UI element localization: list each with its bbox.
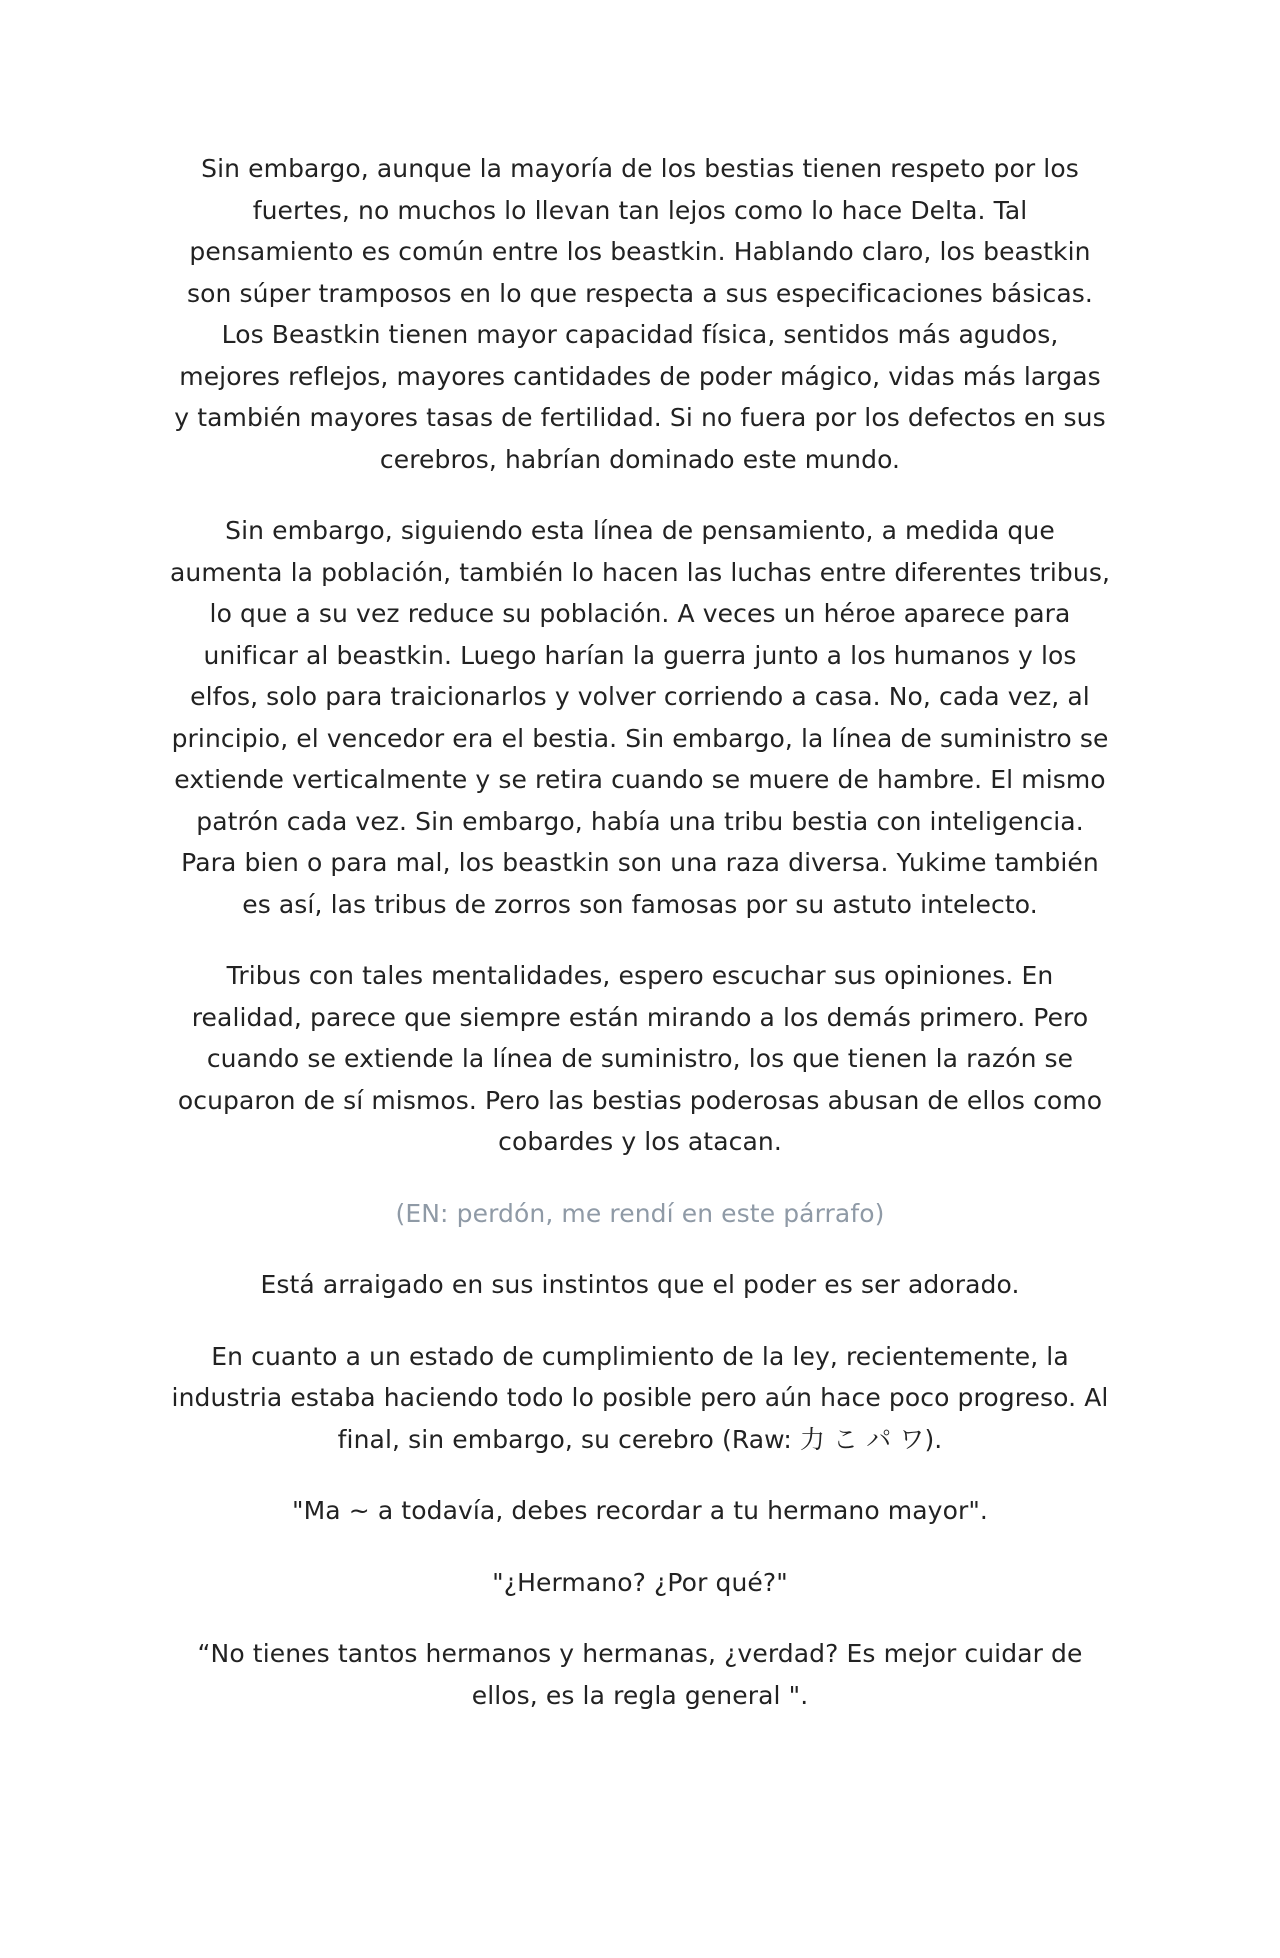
paragraph-5: Está arraigado en sus instintos que el poder es ser adorado. <box>260 1270 1020 1299</box>
paragraph-1: Sin embargo, aunque la mayoría de los bestias tienen respeto por los fuertes, no muchos lo llevan tan lejos como lo hace Delta. Tal pensamiento es común entre los beastkin. Hablando claro, los beastkin son súper tramposos en lo que respecta a sus especificaciones básicas. Los Beastkin tienen mayor capacidad física, sentidos más agudos, mejores reflejos, mayores cantidades de poder mágico, vidas más largas y también mayores tasas de fertilidad. Si no fuera por los defectos en sus cerebros, habrían dominado este mundo. <box>174 154 1106 474</box>
dialogue-3: “No tienes tantos hermanos y hermanas, ¿verdad? Es mejor cuidar de ellos, es la regla general ". <box>197 1639 1083 1710</box>
paragraph-6: En cuanto a un estado de cumplimiento de la ley, recientemente, la industria estaba haciendo todo lo posible pero aún hace poco progreso. Al final, sin embargo, su cerebro (Raw: 力 こ パ ワ). <box>171 1341 1109 1454</box>
translator-note: (EN: perdón, me rendí en este párrafo) <box>395 1198 885 1228</box>
dialogue-2: "¿Hermano? ¿Por qué?" <box>492 1567 788 1597</box>
dialogue-1: "Ma ~ a todavía, debes recordar a tu hermano mayor". <box>292 1496 988 1525</box>
paragraph-2: Sin embargo, siguiendo esta línea de pensamiento, a medida que aumenta la población, también lo hacen las luchas entre diferentes tribus, lo que a su vez reduce su población. A veces un héroe aparece para unificar al beastkin. Luego harían la guerra junto a los humanos y los elfos, solo para traicionarlos y volver corriendo a casa. No, cada vez, al principio, el vencedor era el bestia. Sin embargo, la línea de suministro se extiende verticalmente y se retira cuando se muere de hambre. El mismo patrón cada vez. Sin embargo, había una tribu bestia con inteligencia. Para bien o para mal, los beastkin son una raza diversa. Yukime también es así, las tribus de zorros son famosas por su astuto intelecto. <box>170 516 1110 919</box>
text-column <box>170 148 1110 1746</box>
paragraph-3: Tribus con tales mentalidades, espero escuchar sus opiniones. En realidad, parece que siempre están mirando a los demás primero. Pero cuando se extiende la línea de suministro, los que tienen la razón se ocuparon de sí mismos. Pero las bestias poderosas abusan de ellos como cobardes y los atacan. <box>177 961 1103 1156</box>
